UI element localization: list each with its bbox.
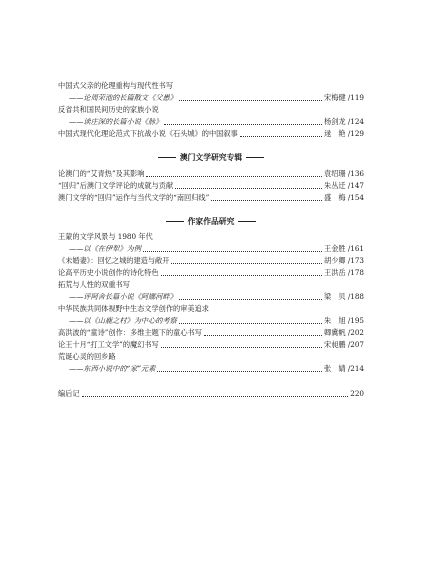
toc-entry-title: 高洪波的“童诗”创作：多维主题下的童心书写: [58, 328, 202, 337]
toc-entry-subtitle: ——以《山鹿之村》为中心的考察: [69, 316, 177, 325]
leader-dots: [171, 262, 322, 264]
toc-entry-title: 编后记: [58, 389, 80, 398]
toc-entry-title: “回归”后澳门文学评论的成就与贡献: [58, 181, 174, 190]
toc-entry-page: 宋梅健 /119: [324, 93, 364, 102]
toc-entry-subtitle: ——论周荣池的长篇散文《父愚》: [69, 93, 177, 102]
toc-entry-page: 220: [350, 389, 364, 398]
leader-dots: [157, 370, 322, 372]
leader-dots: [161, 346, 322, 348]
toc-entry-title: 荒诞心灵的回乡路: [58, 352, 116, 361]
section-heading: 作家作品研究: [58, 216, 364, 227]
toc-entry-page: 杨剑龙 /124: [324, 117, 364, 126]
section-heading: 澳门文学研究专辑: [58, 152, 364, 163]
toc-entry-title: 论澳门的“艾青热”及其影响: [58, 169, 145, 178]
toc-entry[interactable]: [69, 364, 364, 374]
toc-entry[interactable]: [58, 328, 364, 338]
leader-dots: [175, 187, 322, 189]
toc-entry-title: 拓荒与人性的双重书写: [58, 280, 130, 289]
leader-dots: [240, 135, 322, 137]
toc-entry-title: 论高平历史小说创作的诗化特色: [58, 268, 159, 277]
toc-entry-title: 王蒙的文学风景与 1980 年代: [58, 232, 153, 241]
toc-entry[interactable]: [69, 244, 364, 254]
leader-dots: [204, 334, 322, 336]
toc-entry[interactable]: [58, 181, 364, 191]
toc-entry-title: 反省共和国民间历史的家族小说: [58, 105, 159, 114]
leader-dots: [164, 123, 322, 125]
leader-dots: [211, 199, 322, 201]
toc-entry[interactable]: [58, 340, 364, 350]
toc-entry-page: 卿冀帆 /202: [324, 328, 364, 337]
toc-entry[interactable]: [58, 268, 364, 278]
leader-dots: [82, 395, 349, 397]
leader-dots: [179, 298, 322, 300]
toc-entry[interactable]: [58, 256, 364, 266]
toc-entry-page: 王金胜 /161: [324, 244, 364, 253]
toc-entry[interactable]: [69, 117, 364, 127]
toc-entry[interactable]: [58, 193, 364, 203]
toc-entry-title: 《未婚妻》：回忆之城的建造与敞开: [58, 256, 170, 265]
toc-entry-page: 朱丛迁 /147: [324, 181, 364, 190]
leader-dots: [161, 274, 322, 276]
toc-entry-page: 袁绍珊 /136: [324, 169, 364, 178]
toc-entry-subtitle: ——评阿舍长篇小说《阿娜河畔》: [69, 292, 177, 301]
toc-entry-page: 张 婧 /214: [324, 364, 364, 373]
toc-entry[interactable]: [58, 169, 364, 179]
toc-entry-page: 逯 艳 /129: [324, 129, 364, 138]
toc-entry-page: 梁 贝 /188: [324, 292, 364, 301]
toc-entry-page: 胡少卿 /173: [324, 256, 364, 265]
toc-entry[interactable]: [69, 292, 364, 302]
toc-entry[interactable]: [58, 129, 364, 139]
toc-entry-title: 澳门文学的“回归”运作与当代文学的“南回归线”: [58, 193, 210, 202]
toc-entry-subtitle: ——东西小说中的“家”元素: [69, 364, 156, 373]
toc-entry[interactable]: [69, 93, 364, 103]
toc-entry-subtitle: ——以《在伊犁》为例: [69, 244, 141, 253]
toc-entry-page: 王洪岳 /178: [324, 268, 364, 277]
leader-dots: [179, 322, 322, 324]
toc-entry-title: 中国式现代化理论范式下抗战小说《石头城》的中国叙事: [58, 129, 238, 138]
leader-dots: [146, 175, 322, 177]
toc-entry-subtitle: ——读庄深的长篇小说《脉》: [69, 117, 163, 126]
toc-entry[interactable]: [69, 316, 364, 326]
leader-dots: [143, 250, 322, 252]
toc-entry-title: 论王十月“打工文学”的魔幻书写: [58, 340, 159, 349]
toc-entry-title: 中国式父亲的伦理重构与现代性书写: [58, 81, 174, 90]
toc-entry-page: 宋昶鹏 /207: [324, 340, 364, 349]
toc-entry-page: 盛 梅 /154: [324, 193, 364, 202]
toc-entry-title: 中华民族共同体视野中生态文学创作的审美追求: [58, 304, 209, 313]
leader-dots: [179, 99, 322, 101]
toc-entry-page: 朱 旭 /195: [324, 316, 364, 325]
toc-entry[interactable]: [58, 389, 364, 399]
